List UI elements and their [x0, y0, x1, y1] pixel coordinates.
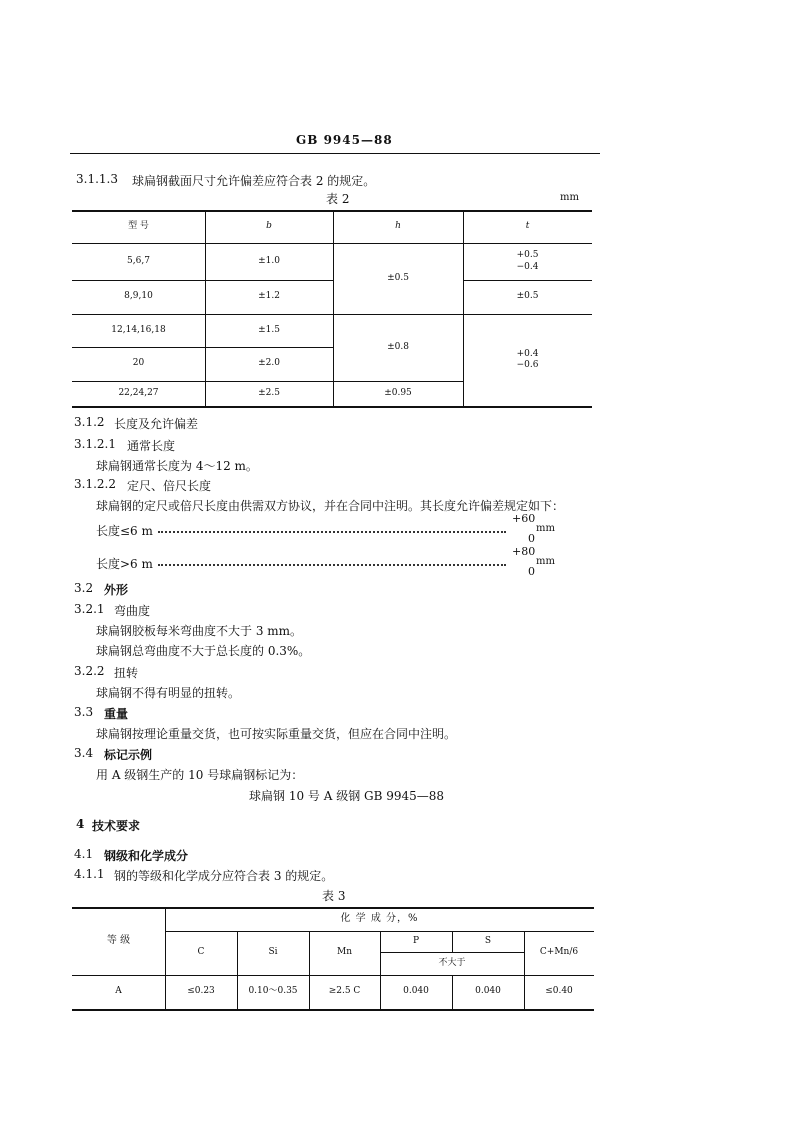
table2-b-cell: ±2.0: [258, 358, 280, 369]
table3-grade-cell: A: [115, 986, 122, 997]
table2-h-cell: ±0.8: [387, 341, 409, 352]
table3-col-mn: Mn: [336, 947, 352, 958]
table2-model-cell: 12,14,16,18: [111, 324, 166, 335]
paragraph: 球扁钢胶板每米弯曲度不大于 3 mm。: [96, 624, 303, 638]
table3-col-s: S: [484, 935, 492, 946]
paragraph: 球扁钢按理论重量交货，也可按实际重量交货，但应在合同中注明。: [96, 727, 457, 741]
table3-grade-header: 等 级: [106, 934, 131, 946]
section-number: 3.2.2: [74, 664, 105, 678]
table2-model-cell: 8,9,10: [124, 291, 153, 302]
section-number: 4.1.1: [74, 867, 105, 881]
section-title: 通常长度: [127, 439, 176, 453]
section-number: 4.1: [74, 847, 94, 861]
table3-not-more-than: 不大于: [438, 957, 466, 968]
tolerance-upper: +60: [512, 512, 536, 525]
paragraph: 钢的等级和化学成分应符合表 3 的规定。: [114, 869, 334, 883]
table3-col-cmn6: C+Mn/6: [539, 947, 579, 958]
table2-h-cell: ±0.95: [384, 387, 412, 398]
section-number: 3.2.1: [74, 602, 105, 616]
table3-col-p: P: [412, 935, 420, 946]
section-title: 钢级和化学成分: [104, 849, 189, 863]
section-number: 4: [76, 817, 85, 831]
table2-caption: 表 2: [326, 192, 350, 206]
section-number: 3.1.2.1: [74, 437, 116, 451]
table2-h-cell: ±0.5: [387, 272, 409, 283]
table2-unit: mm: [560, 192, 579, 203]
table3-c-cell: ≤0.23: [187, 986, 215, 997]
section-number: 3.1.2.2: [74, 477, 116, 491]
table2-t-cell: +0.4 −0.6: [516, 348, 539, 370]
standard-code: GB 9945—88: [296, 133, 393, 147]
length-label: 长度≤6 m: [96, 524, 153, 538]
tolerance-unit: mm: [536, 523, 555, 534]
table2-header-h: h: [395, 220, 401, 231]
table2-t-cell: ±0.5: [516, 291, 539, 302]
section-title: 标记示例: [104, 748, 153, 762]
tolerance-lower: 0: [528, 532, 535, 545]
section-number: 3.1.1.3: [76, 172, 118, 186]
table3-p-cell: 0.040: [403, 986, 429, 997]
paragraph: 球扁钢的定尺或倍尺长度由供需双方协议，并在合同中注明。其长度允许偏差规定如下：: [96, 499, 565, 513]
tolerance-lower: 0: [528, 565, 535, 578]
table2-b-cell: ±1.2: [258, 291, 280, 302]
table3-caption: 表 3: [322, 889, 346, 903]
paragraph: 用 A 级钢生产的 10 号球扁钢标记为：: [96, 768, 304, 782]
table2-model-cell: 5,6,7: [127, 255, 150, 266]
paragraph: 球扁钢总弯曲度不大于总长度的 0.3%。: [96, 644, 311, 658]
table3-cmn6-cell: ≤0.40: [545, 986, 573, 997]
table2-t-cell: +0.5 −0.4: [516, 250, 539, 272]
section-title: 扭转: [114, 666, 139, 680]
section-title: 长度及允许偏差: [114, 417, 199, 431]
table2-b-cell: ±1.0: [258, 255, 280, 266]
leader-dots: [158, 554, 506, 566]
table2-header-b: b: [266, 220, 272, 231]
table3-col-c: C: [197, 947, 205, 958]
section-title: 定尺、倍尺长度: [127, 479, 212, 493]
section-title: 技术要求: [92, 819, 141, 833]
table2-header-t: t: [525, 220, 530, 231]
tolerance-unit: mm: [536, 556, 555, 567]
table3-si-cell: 0.10～0.35: [248, 986, 298, 997]
section-number: 3.2: [74, 581, 94, 595]
table3-col-si: Si: [268, 947, 278, 958]
table2-b-cell: ±1.5: [258, 324, 280, 335]
paragraph: 球扁钢不得有明显的扭转。: [96, 686, 241, 700]
table2-model-cell: 22,24,27: [118, 387, 159, 398]
header-rule: [70, 153, 600, 154]
section-number: 3.1.2: [74, 415, 105, 429]
section-number: 3.4: [74, 746, 94, 760]
leader-dots: [158, 521, 506, 533]
marking-example: 球扁钢 10 号 A 级钢 GB 9945—88: [249, 789, 445, 803]
section-title: 外形: [104, 583, 129, 597]
table2-header-model: 型 号: [128, 220, 149, 231]
tolerance-upper: +80: [512, 545, 536, 558]
paragraph: 球扁钢通常长度为 4～12 m。: [96, 459, 258, 473]
table2-b-cell: ±2.5: [258, 387, 280, 398]
table2-model-cell: 20: [132, 358, 145, 369]
table3-chem-header: 化 学 成 分，%: [340, 912, 419, 924]
section-title: 弯曲度: [114, 604, 151, 618]
section-title: 重量: [104, 707, 129, 721]
section-number: 3.3: [74, 705, 94, 719]
table3-mn-cell: ≥2.5 C: [328, 986, 361, 997]
section-text: 球扁钢截面尺寸允许偏差应符合表 2 的规定。: [132, 174, 376, 188]
length-label: 长度>6 m: [96, 557, 153, 571]
table3-s-cell: 0.040: [475, 986, 501, 997]
